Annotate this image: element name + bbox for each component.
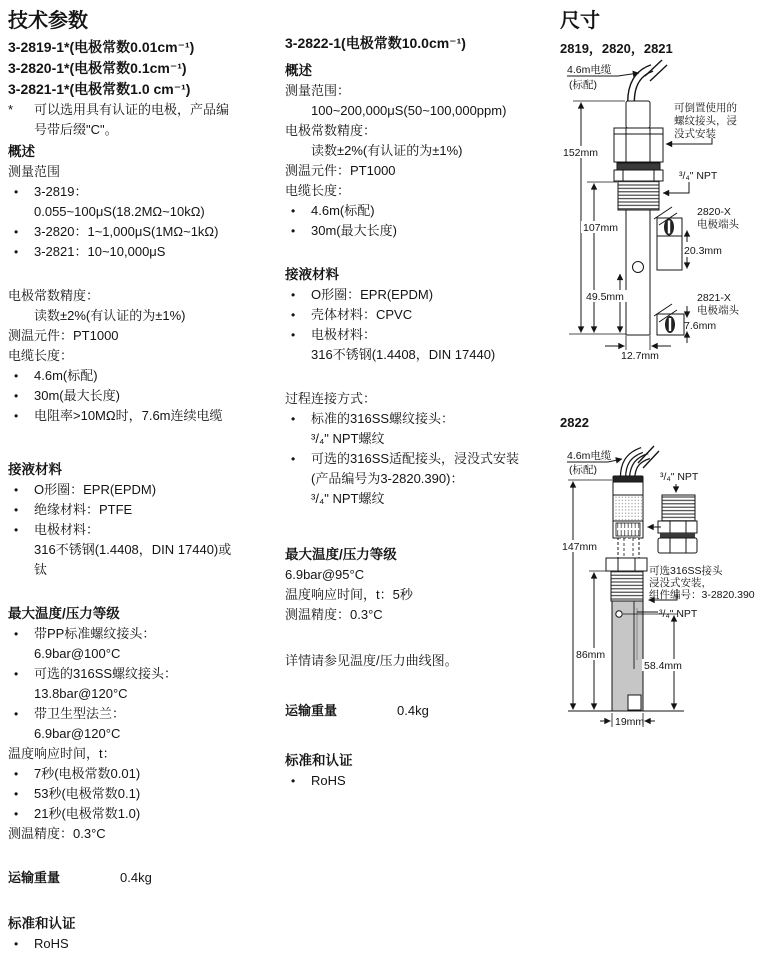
item-text: 带卫生型法兰： xyxy=(34,706,126,721)
cap xyxy=(613,476,643,482)
dimensions-title: 尺寸 xyxy=(560,10,600,32)
bullet-item xyxy=(8,804,278,824)
dim-107mm xyxy=(587,182,617,333)
text-line: 6.9bar@95°C xyxy=(285,567,365,582)
invert-note-l3: 没式安装 xyxy=(674,128,716,140)
dim-86mm-label: 86mm xyxy=(576,649,606,661)
bullet-item xyxy=(8,664,278,684)
vent-hole xyxy=(633,262,644,273)
dimension-drawing-2819-2820-2821 xyxy=(560,58,760,370)
bullet-icon: • xyxy=(14,627,19,641)
hidden-body xyxy=(618,538,639,558)
item-text: 壳体材料：CPVC xyxy=(311,307,413,322)
text-line: 温度响应时间，t：5秒 xyxy=(285,587,413,602)
section-heading-wetted-materials: 接液材料 xyxy=(8,462,62,477)
bullet-continuation: 316不锈钢(1.4408，DIN 17440) xyxy=(311,347,496,362)
adapter-threads xyxy=(662,495,695,521)
tip-2820x-label-2: 电极端头 xyxy=(697,218,739,231)
bullet-icon: • xyxy=(14,225,19,239)
spacer xyxy=(8,426,278,458)
bullet-icon: • xyxy=(291,452,296,466)
dim-147mm xyxy=(568,480,612,710)
probe-body xyxy=(606,476,647,711)
page-title: 技术参数 xyxy=(8,10,88,32)
bullet-item xyxy=(285,201,550,221)
section-heading-max-temp-pressure: 最大温度/压力等级 xyxy=(8,606,120,621)
bullet-icon: • xyxy=(14,787,19,801)
item-text: 可以选用具有认证的电极，产品编 xyxy=(34,102,230,117)
item-text: RoHS xyxy=(311,773,346,788)
item-text: 3-2821：10~10,000μS xyxy=(34,244,166,259)
spacer xyxy=(285,671,550,701)
bullet-item xyxy=(8,500,278,520)
dim-49-5mm-label: 49.5mm xyxy=(586,291,624,303)
text-line: 测温元件：PT1000 xyxy=(285,163,396,178)
text-line: 电极常数精度： xyxy=(8,288,100,303)
bullet-continuation: 13.8bar@120°C xyxy=(34,686,128,701)
fig1-models-subtitle: 2819，2820，2821 xyxy=(560,41,673,56)
bullet-item xyxy=(285,409,550,429)
footnote-continuation: 号带后缀"C"。 xyxy=(34,122,118,137)
item-text: O形圈：EPR(EPDM) xyxy=(34,482,157,497)
tech-specs-text xyxy=(8,8,278,954)
indent-line: 读数±2%(有认证的为±1%) xyxy=(34,308,186,323)
cable xyxy=(631,60,667,102)
model-heading-2821: 3-2821-1*(电极常数1.0 cm⁻¹) xyxy=(8,81,191,97)
item-text: 可选的316SS适配接头，浸没式安装 xyxy=(311,451,520,466)
bullet-item xyxy=(8,784,278,804)
text-line: 详情请参见温度/压力曲线图。 xyxy=(285,653,458,668)
model-2822-text xyxy=(285,33,550,791)
bullet-continuation: ³/₄" NPT螺纹 xyxy=(311,431,385,446)
tip-slot xyxy=(628,695,641,710)
knurled-grip xyxy=(614,496,642,521)
electrode-tip-inset-2821x xyxy=(654,304,687,343)
indent-line: 100~200,000μS(50~100,000ppm) xyxy=(311,103,507,118)
adapter-fitting xyxy=(658,495,697,553)
text-line: 测温精度：0.3°C xyxy=(8,826,106,841)
npt-leader xyxy=(663,182,689,193)
electrode-tip-inset-2820x xyxy=(654,207,687,270)
footnote xyxy=(8,100,278,120)
tip-2821x-label: 2821-X xyxy=(697,292,731,304)
ss-note-l1: 可选316SS接头 xyxy=(649,565,723,577)
fig2-model-subtitle: 2822 xyxy=(560,415,589,430)
cable-label: 4.6m电缆 xyxy=(567,64,612,76)
item-text: RoHS xyxy=(34,936,69,951)
bullet-continuation: 钛 xyxy=(34,562,48,577)
bullet-continuation: ³/₄" NPT螺纹 xyxy=(311,491,385,506)
dim-152mm-label: 152mm xyxy=(563,147,599,159)
npt-threads xyxy=(611,571,643,601)
section-heading-overview: 概述 xyxy=(8,144,35,159)
bullet-continuation: 0.055~100μS(18.2MΩ~10kΩ) xyxy=(34,204,205,219)
key-label: 运输重量 xyxy=(285,703,338,718)
spacer xyxy=(8,580,278,602)
bullet-item xyxy=(8,222,278,242)
adapter-gasket xyxy=(660,533,695,538)
shipping-weight-row xyxy=(8,868,278,888)
bullet-item xyxy=(285,221,550,241)
dim-58-4mm-label: 58.4mm xyxy=(644,660,682,672)
item-text: 30m(最大长度) xyxy=(311,223,397,238)
bullet-icon: • xyxy=(291,328,296,342)
bullet-item xyxy=(8,242,278,262)
model-heading-2820: 3-2820-1*(电极常数0.1cm⁻¹) xyxy=(8,60,187,76)
cable-label-2: (标配) xyxy=(569,79,597,91)
text-line: 电缆长度： xyxy=(8,348,74,363)
text-line: 电极常数精度： xyxy=(285,123,377,138)
cable xyxy=(623,446,659,478)
bullet-item xyxy=(8,764,278,784)
spacer xyxy=(285,721,550,749)
section-heading-standards: 标准和认证 xyxy=(285,753,353,768)
item-text: 53秒(电极常数0.1) xyxy=(34,786,141,801)
item-text: 3-2819： xyxy=(34,184,88,199)
bullet-item xyxy=(285,305,550,325)
npt-threads xyxy=(618,181,659,210)
dim-12-7mm-label: 12.7mm xyxy=(621,350,659,362)
bullet-item xyxy=(8,406,278,426)
ridged-collar xyxy=(616,523,640,536)
item-text: 4.6m(标配) xyxy=(311,203,375,218)
spacer xyxy=(285,365,550,389)
item-text: 电极材料： xyxy=(34,522,100,537)
item-text: 4.6m(标配) xyxy=(34,368,98,383)
cable-label: 4.6m电缆 xyxy=(567,450,612,462)
bullet-continuation: 316不锈钢(1.4408，DIN 17440)或 xyxy=(34,542,232,557)
dimension-drawing-2822 xyxy=(560,438,760,730)
bullet-continuation: 6.9bar@100°C xyxy=(34,646,121,661)
bullet-item xyxy=(285,771,550,791)
bullet-item xyxy=(8,520,278,540)
item-text: 7秒(电极常数0.01) xyxy=(34,766,141,781)
gasket-band xyxy=(617,163,660,170)
item-text: 标准的316SS螺纹接头： xyxy=(311,411,455,426)
dim-20-3mm-label: 20.3mm xyxy=(684,245,722,257)
asterisk-marker: * xyxy=(8,102,14,117)
bullet-icon: • xyxy=(14,767,19,781)
bullet-icon: • xyxy=(14,483,19,497)
section-heading-standards: 标准和认证 xyxy=(8,916,76,931)
section-heading-wetted-materials: 接液材料 xyxy=(285,267,339,282)
bullet-item xyxy=(8,624,278,644)
bullet-icon: • xyxy=(291,288,296,302)
spacer xyxy=(8,844,278,868)
fig2-labels xyxy=(560,449,755,728)
dim-19mm-label: 19mm xyxy=(615,716,645,728)
section-heading-max-temp-pressure: 最大温度/压力等级 xyxy=(285,547,397,562)
item-text: 可选的316SS螺纹接头： xyxy=(34,666,178,681)
bullet-icon: • xyxy=(291,308,296,322)
bullet-icon: • xyxy=(14,185,19,199)
text-line: 测温元件：PT1000 xyxy=(8,328,119,343)
spacer xyxy=(285,509,550,543)
dim-147mm-label: 147mm xyxy=(562,541,598,553)
bullet-item xyxy=(8,386,278,406)
ss-note-l3: 组件编号：3-2820.390 xyxy=(649,589,755,601)
invert-note-l1: 可倒置使用的 xyxy=(674,102,737,114)
npt-adapter-label: ³/₄" NPT xyxy=(660,471,699,483)
key-label: 运输重量 xyxy=(8,870,61,885)
bullet-continuation: (产品编号为3-2820.390)： xyxy=(311,471,464,486)
model-2822-column xyxy=(278,8,550,954)
invert-note-l2: 螺纹接头，浸 xyxy=(674,115,737,127)
item-text: 21秒(电极常数1.0) xyxy=(34,806,141,821)
text-line: 过程连接方式： xyxy=(285,391,377,406)
bullet-item xyxy=(8,704,278,724)
dim-12-7mm xyxy=(605,336,671,350)
bullet-icon: • xyxy=(14,667,19,681)
text-line: 温度响应时间，t： xyxy=(8,746,116,761)
bullet-item xyxy=(285,449,550,469)
tip-2821x-label-2: 电极端头 xyxy=(697,304,739,317)
tip-2820x-label: 2820-X xyxy=(697,206,731,218)
item-text: 绝缘材料：PTFE xyxy=(34,502,133,517)
bullet-item xyxy=(8,182,278,202)
value-text: 0.4kg xyxy=(397,703,429,718)
dim-86mm xyxy=(589,571,610,710)
bullet-icon: • xyxy=(14,389,19,403)
item-text: 电极材料： xyxy=(311,327,377,342)
bullet-icon: • xyxy=(291,774,296,788)
cable-label-2: (标配) xyxy=(569,464,597,476)
bullet-icon: • xyxy=(291,224,296,238)
item-text: 3-2820：1~1,000μS(1MΩ~1kΩ) xyxy=(34,224,219,239)
bullet-icon: • xyxy=(291,412,296,426)
ss-note-l2: 浸没式安装， xyxy=(649,577,712,589)
model-heading-2822: 3-2822-1(电极常数10.0cm⁻¹) xyxy=(285,35,466,51)
tech-specs-column xyxy=(8,8,278,954)
bullet-icon: • xyxy=(14,409,19,423)
text-line: 测温精度：0.3°C xyxy=(285,607,383,622)
bullet-icon: • xyxy=(14,707,19,721)
spacer xyxy=(285,241,550,263)
dim-7-6mm-label: 7.6mm xyxy=(684,320,717,332)
npt-label: ³/₄" NPT xyxy=(679,170,718,182)
text-line: 电缆长度： xyxy=(285,183,351,198)
shipping-weight-row xyxy=(285,701,550,721)
item-text: 带PP标准螺纹接头： xyxy=(34,626,156,641)
item-text: 30m(最大长度) xyxy=(34,388,120,403)
item-text: 电阻率>10MΩ时，7.6m连续电缆 xyxy=(34,408,223,423)
hex-nut xyxy=(606,558,647,571)
dimensions-column xyxy=(560,8,760,954)
bullet-item xyxy=(8,366,278,386)
bullet-item xyxy=(8,934,278,954)
bullet-icon: • xyxy=(14,245,19,259)
text-line: 测量范围： xyxy=(285,83,351,98)
text-line: 测量范围 xyxy=(8,164,61,179)
bullet-icon: • xyxy=(14,937,19,951)
dim-107mm-label: 107mm xyxy=(583,222,619,234)
value-text: 0.4kg xyxy=(120,870,152,885)
spacer xyxy=(285,625,550,651)
bullet-item xyxy=(285,285,550,305)
bullet-icon: • xyxy=(14,807,19,821)
vent-hole xyxy=(616,611,622,617)
bullet-icon: • xyxy=(14,369,19,383)
bullet-icon: • xyxy=(14,503,19,517)
npt-body-label: ³/₄" NPT xyxy=(659,608,698,620)
bullet-item xyxy=(8,480,278,500)
spacer xyxy=(8,888,278,912)
indent-line: 读数±2%(有认证的为±1%) xyxy=(311,143,463,158)
bullet-continuation: 6.9bar@120°C xyxy=(34,726,121,741)
section-heading-overview: 概述 xyxy=(285,63,312,78)
item-text: O形圈：EPR(EPDM) xyxy=(311,287,434,302)
bullet-item xyxy=(285,325,550,345)
bullet-icon: • xyxy=(14,523,19,537)
model-heading-2819: 3-2819-1*(电极常数0.01cm⁻¹) xyxy=(8,39,195,55)
spacer xyxy=(8,262,278,286)
bullet-icon: • xyxy=(291,204,296,218)
